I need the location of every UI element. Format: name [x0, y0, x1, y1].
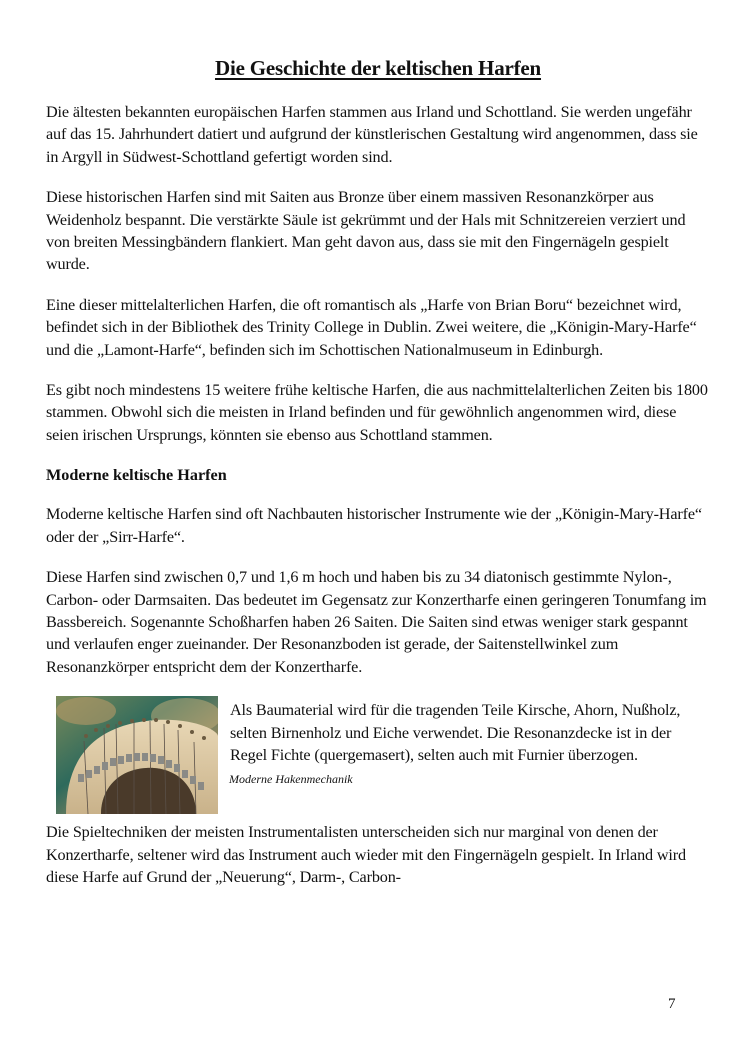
- paragraph: Es gibt noch mindestens 15 weitere frühe keltische Harfen, die aus nachmittelalterlichen Zeiten bis 1800 stammen. Obwohl sich die meisten in Irland befinden und für gewöhnlich angenommen wird, diese seien irischen Ursprungs, könnten sie ebenso aus Schottland stammen.: [46, 381, 708, 444]
- paragraph: Diese Harfen sind zwischen 0,7 und 1,6 m hoch und haben bis zu 34 diatonisch gestimmte Nylon-, Carbon- oder Darmsaiten. Das bedeutet im Gegensatz zur Konzertharfe einen geringeren Tonumfang im Bassbereich. Sogenannte Schoßharfen haben 26 Saiten. Die Saiten sind etwas weniger stark gespannt und verlaufen enger zueinander. Der Resonanzboden ist gerade, der Saitenstellwinkel zum Resonanzkörper entspricht dem der Konzertharfe.: [46, 568, 707, 676]
- document-page: [46, 56, 710, 906]
- figure-text: Als Baumaterial wird für die tragenden Teile Kirsche, Ahorn, Nußholz, selten Birnenholz und Eiche verwendet. Die Resonanzdecke ist in der Regel Fichte (quergemasert), selten auch mit Furnier überzogen.: [230, 701, 681, 764]
- figure-caption: Moderne Hakenmechanik: [229, 772, 353, 787]
- figure: [56, 696, 218, 814]
- page-number: 7: [668, 996, 676, 1012]
- harp-photo: [56, 696, 218, 814]
- paragraph: Eine dieser mittelalterlichen Harfen, die oft romantisch als „Harfe von Brian Boru“ bezeichnet wird, befindet sich in der Bibliothek des Trinity College in Dublin. Zwei weitere, die „Königin-Mary-Harfe“ und die „Lamont-Harfe“, befinden sich im Schottischen Nationalmuseum in Edinburgh.: [46, 295, 697, 359]
- paragraph: Die ältesten bekannten europäischen Harfen stammen aus Irland und Schottland. Sie werden ungefähr auf das 15. Jahrhundert datiert und aufgrund der künstlerischen Gestaltung wird angenommen, dass sie in Argyll in Südwest-Schottland gefertigt worden sind.: [46, 103, 698, 166]
- section-heading: Moderne keltische Harfen: [46, 466, 227, 485]
- paragraph: Moderne keltische Harfen sind oft Nachbauten historischer Instrumente wie der „Königin-Mary-Harfe“ oder der „Sirr-Harfe“.: [46, 505, 702, 546]
- page-title: Die Geschichte der keltischen Harfen: [214, 56, 542, 80]
- figure-block: [46, 696, 710, 814]
- paragraph: Die Spieltechniken der meisten Instrumentalisten unterscheiden sich nur marginal von denen der Konzertharfe, seltener wird das Instrument auch wieder mit den Fingernägeln gespielt. In Irland wird diese Harfe auf Grund der „Neuerung“, Darm-, Carbon-: [46, 823, 686, 886]
- paragraph: Diese historischen Harfen sind mit Saiten aus Bronze über einem massiven Resonanzkörper aus Weidenholz bespannt. Die verstärkte Säule ist gekrümmt und der Hals mit Schnitzereien verziert und von breiten Messingbändern flankiert. Man geht davon aus, dass sie mit den Fingernägeln gespielt wurde.: [46, 188, 686, 274]
